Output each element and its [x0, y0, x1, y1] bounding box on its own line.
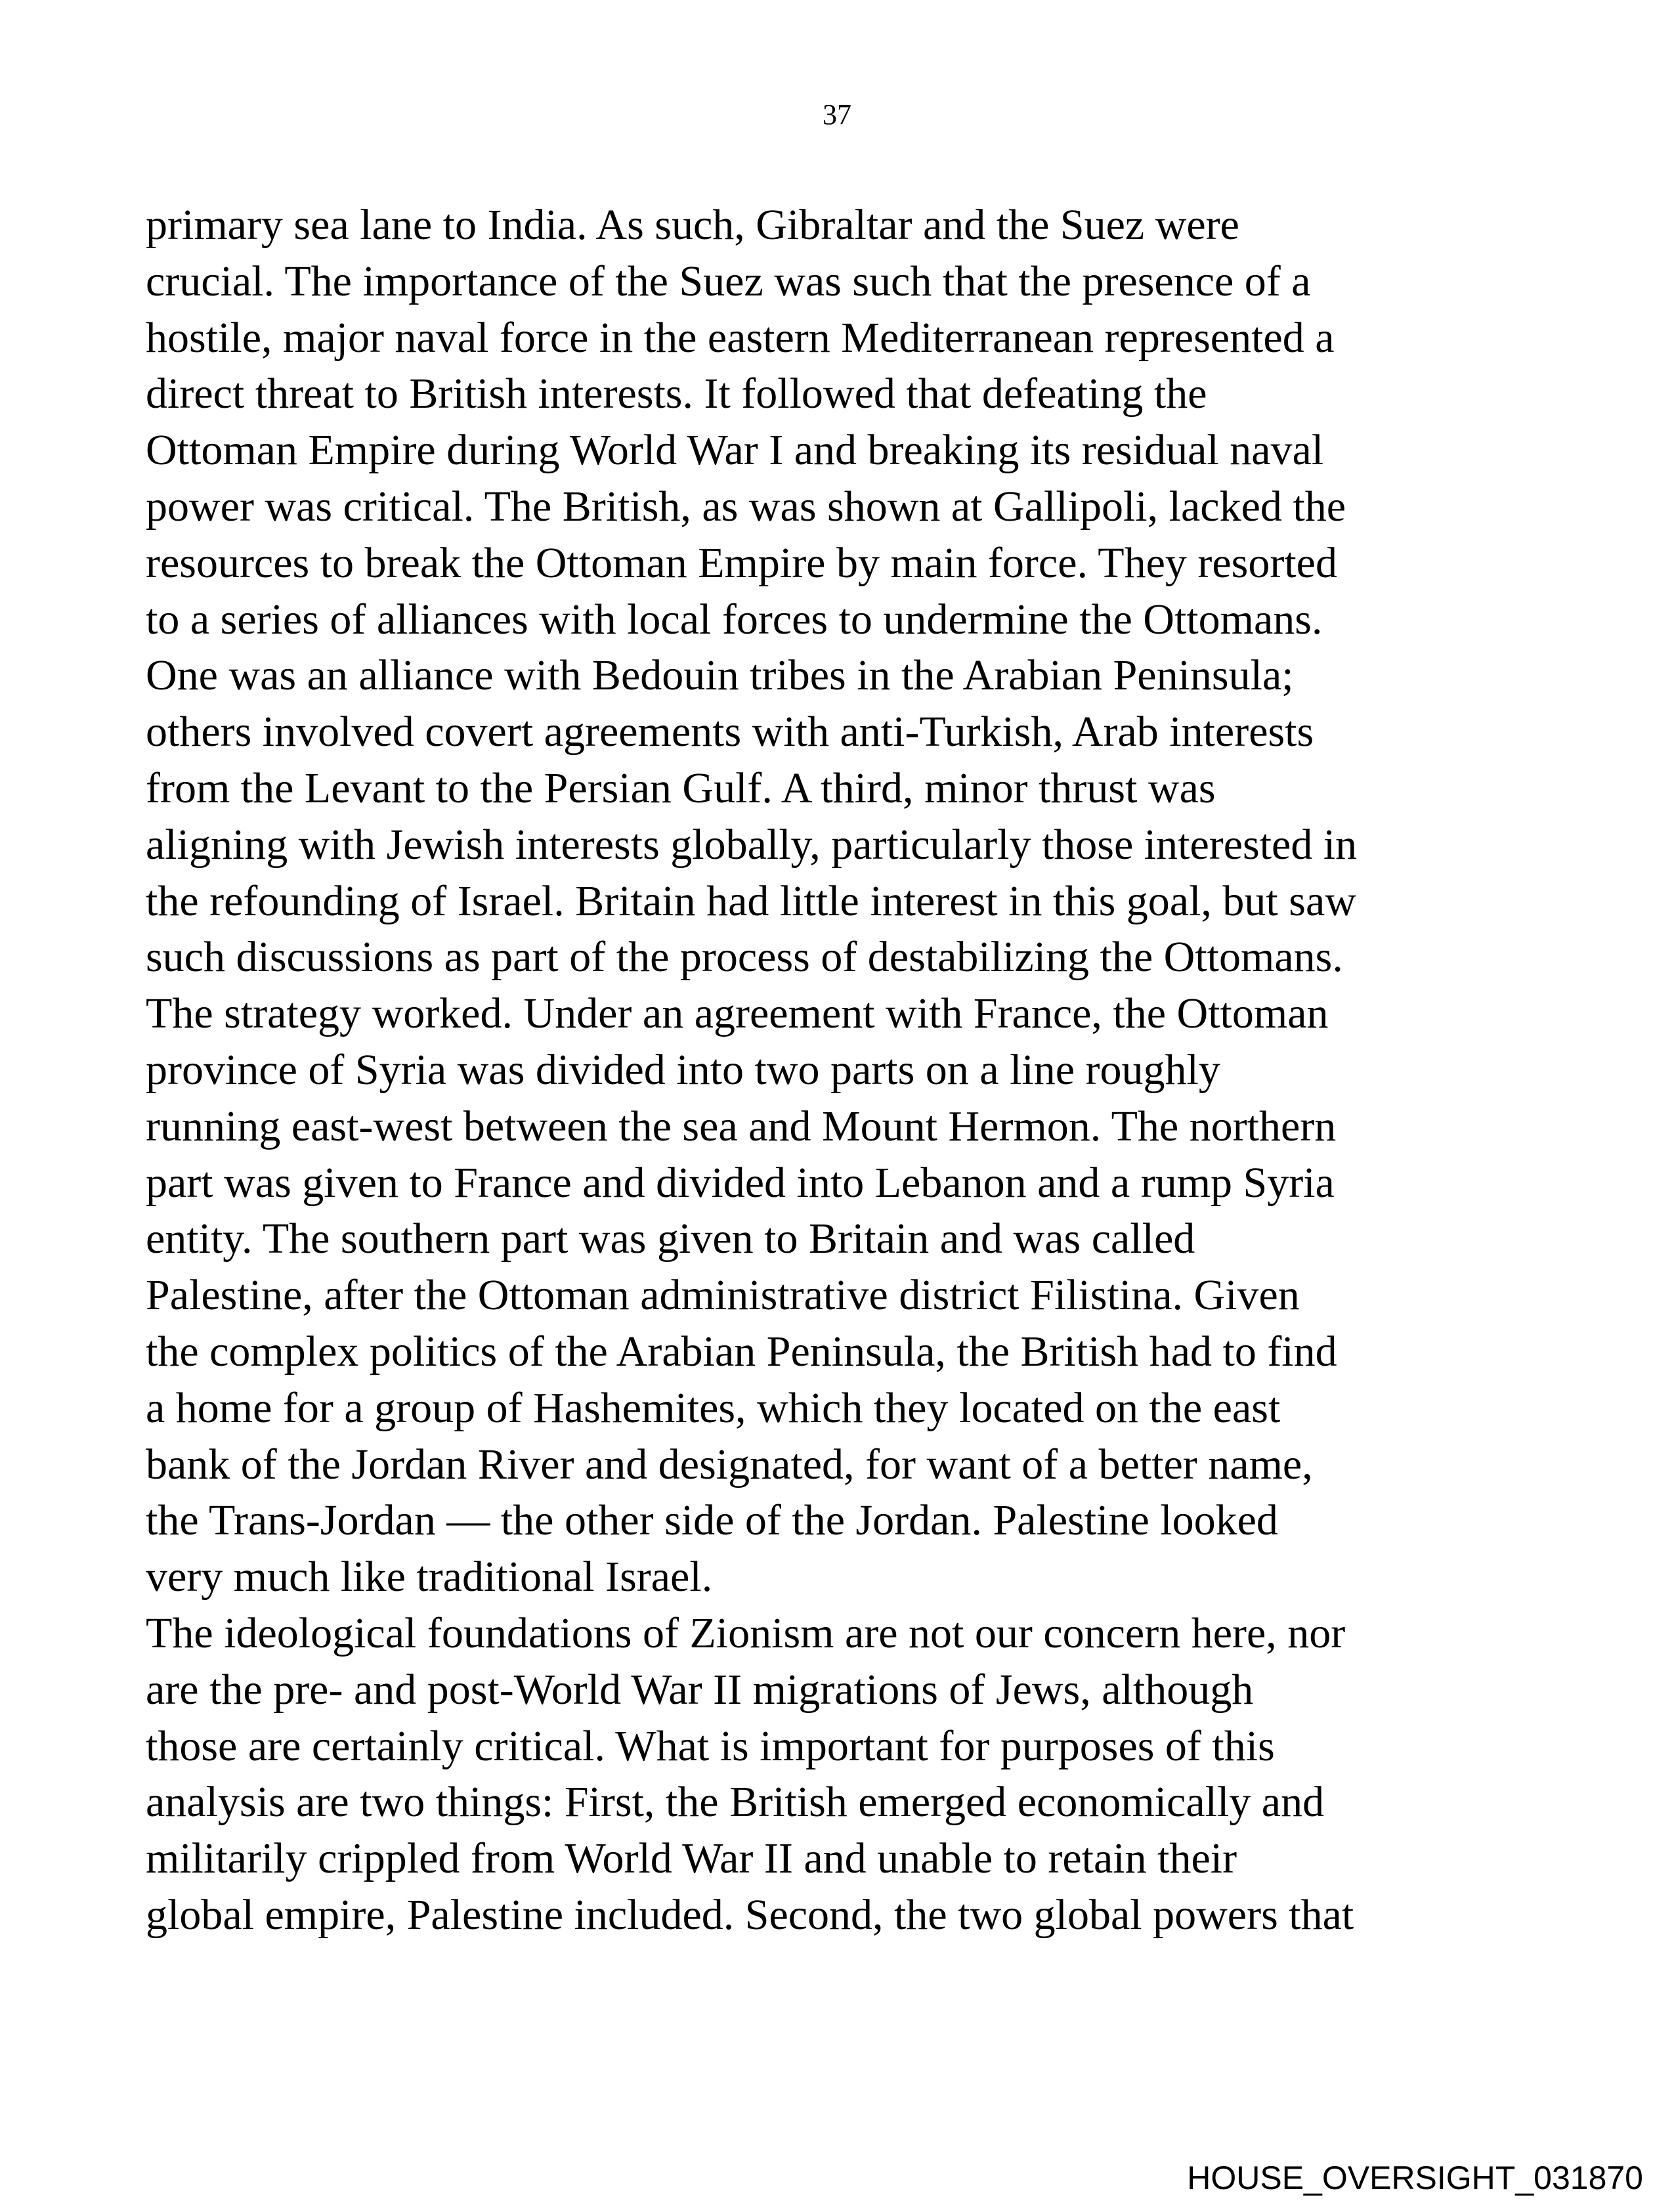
- text-line: province of Syria was divided into two parts on a line roughly: [146, 1045, 1220, 1094]
- text-line: Palestine, after the Ottoman administrative district Filistina. Given: [146, 1271, 1300, 1320]
- text-line: part was given to France and divided into Lebanon and a rump Syria: [146, 1158, 1335, 1207]
- text-line: primary sea lane to India. As such, Gibraltar and the Suez were: [146, 201, 1239, 249]
- text-line: One was an alliance with Bedouin tribes in the Arabian Peninsula;: [146, 651, 1294, 700]
- text-line: running east-west between the sea and Mount Hermon. The northern: [146, 1102, 1337, 1150]
- text-line: the Trans-Jordan — the other side of the Jordan. Palestine looked: [146, 1496, 1278, 1545]
- text-line: power was critical. The British, as was shown at Gallipoli, lacked the: [146, 482, 1346, 531]
- paragraph-1: [146, 197, 1590, 1605]
- text-line: are the pre- and post-World War II migrations of Jews, although: [146, 1665, 1254, 1714]
- text-line: such discussions as part of the process of destabilizing the Ottomans.: [146, 933, 1343, 982]
- text-line: analysis are two things: First, the British emerged economically and: [146, 1778, 1325, 1827]
- text-line: crucial. The importance of the Suez was such that the presence of a: [146, 257, 1311, 305]
- text-line: hostile, major naval force in the eastern Mediterranean represented a: [146, 313, 1335, 362]
- text-line: from the Levant to the Persian Gulf. A third, minor thrust was: [146, 764, 1216, 812]
- text-line: the refounding of Israel. Britain had little interest in this goal, but saw: [146, 877, 1356, 925]
- text-line: others involved covert agreements with anti-Turkish, Arab interests: [146, 708, 1314, 756]
- document-body: [146, 197, 1590, 1943]
- text-line: The strategy worked. Under an agreement with France, the Ottoman: [146, 989, 1329, 1038]
- text-line: bank of the Jordan River and designated, for want of a better name,: [146, 1440, 1313, 1488]
- paragraph-2: [146, 1605, 1590, 1943]
- bates-stamp: HOUSE_OVERSIGHT_031870: [1187, 2159, 1643, 2196]
- text-line: aligning with Jewish interests globally, particularly those interested in: [146, 820, 1358, 869]
- text-line: The ideological foundations of Zionism are not our concern here, nor: [146, 1609, 1346, 1657]
- text-line: resources to break the Ottoman Empire by main force. They resorted: [146, 538, 1337, 587]
- text-line: direct threat to British interests. It followed that defeating the: [146, 370, 1207, 418]
- text-line: a home for a group of Hashemites, which they located on the east: [146, 1383, 1281, 1432]
- text-line: to a series of alliances with local forces to undermine the Ottomans.: [146, 595, 1323, 643]
- text-line: very much like traditional Israel.: [146, 1553, 713, 1601]
- text-line: global empire, Palestine included. Second, the two global powers that: [146, 1890, 1354, 1939]
- text-line: militarily crippled from World War II and unable to retain their: [146, 1834, 1237, 1883]
- text-line: Ottoman Empire during World War I and breaking its residual naval: [146, 426, 1324, 475]
- text-line: entity. The southern part was given to Britain and was called: [146, 1215, 1195, 1263]
- text-line: those are certainly critical. What is important for purposes of this: [146, 1722, 1275, 1770]
- text-line: the complex politics of the Arabian Peninsula, the British had to find: [146, 1327, 1337, 1376]
- page-number: 37: [823, 98, 851, 131]
